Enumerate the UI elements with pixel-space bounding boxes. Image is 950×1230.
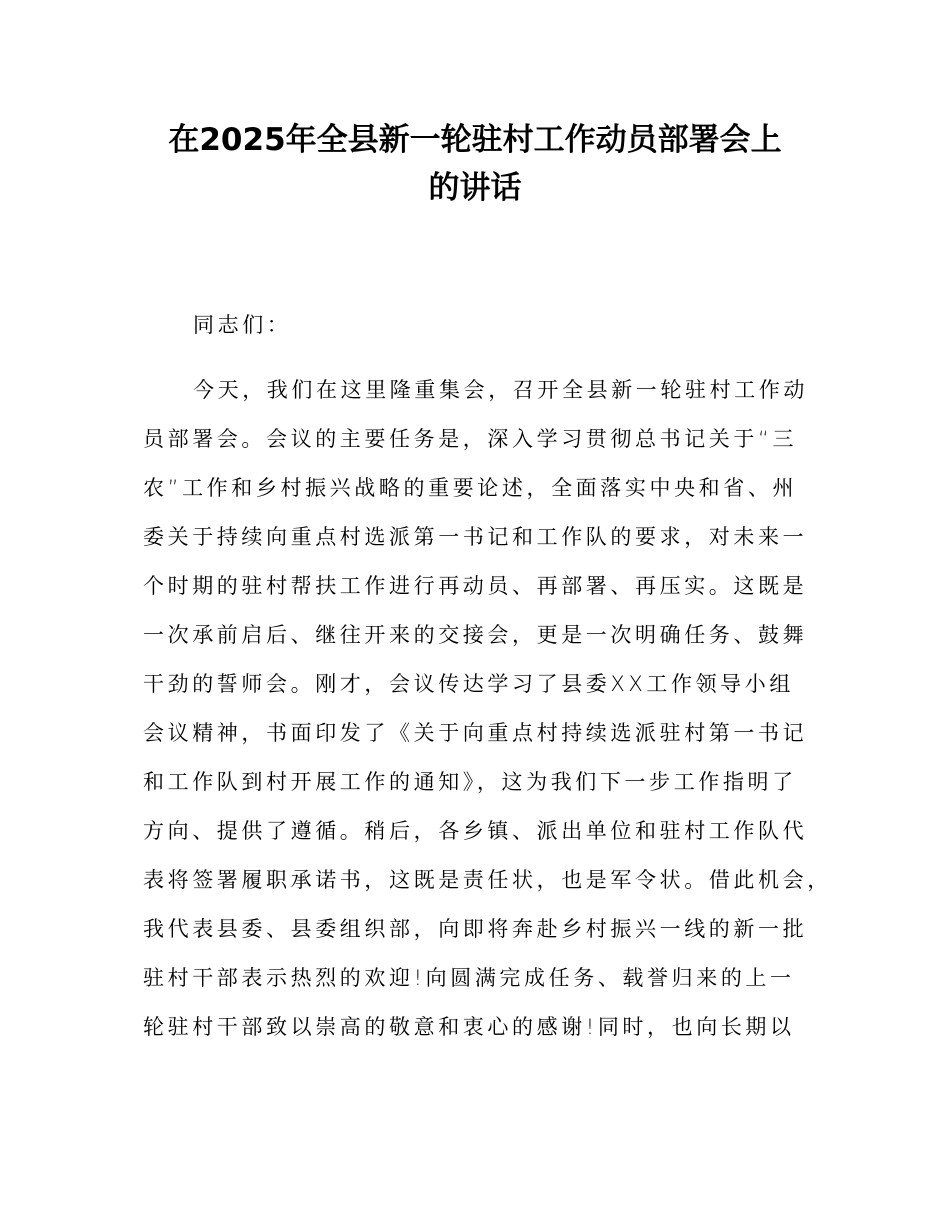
document-title-line-1: 在2025年全县新一轮驻村工作动员部署会上 [168,122,782,158]
body-line: 委关于持续向重点村选派第一书记和工作队的要求，对未来一 [143,525,808,549]
body-line: 轮驻村干部致以崇高的敬意和衷心的感谢!同时，也向长期以 [143,1015,795,1039]
document-title-line-2: 的讲话 [428,170,522,206]
body-line: 我代表县委、县委组织部，向即将奔赴乡村振兴一线的新一批 [143,917,808,941]
body-line: 和工作队到村开展工作的通知》，这为我们下一步工作指明了 [143,770,797,794]
salutation: 同志们： [193,313,292,337]
body-line: 会议精神，书面印发了《关于向重点村持续选派驻村第一书记 [143,721,808,745]
body-line: 一次承前启后、继往开来的交接会，更是一次明确任务、鼓舞 [143,623,808,647]
body-line: 个时期的驻村帮扶工作进行再动员、再部署、再压实。这既是 [143,574,808,598]
body-line: 员部署会。会议的主要任务是，深入学习贯彻总书记关于“三 [143,427,798,451]
body-line: 干劲的誓师会。刚才，会议传达学习了县委XX工作领导小组 [143,672,794,696]
body-line: 驻村干部表示热烈的欢迎!向圆满完成任务、载誉归来的上一 [143,966,795,990]
body-line: 方向、提供了遵循。稍后，各乡镇、派出单位和驻村工作队代 [143,819,808,843]
body-line: 农”工作和乡村振兴战略的重要论述，全面落实中央和省、州 [143,476,798,500]
body-line: 表将签署履职承诺书，这既是责任状，也是军令状。借此机会， [143,868,832,892]
body-line: 今天，我们在这里隆重集会，召开全县新一轮驻村工作动 [193,378,808,402]
